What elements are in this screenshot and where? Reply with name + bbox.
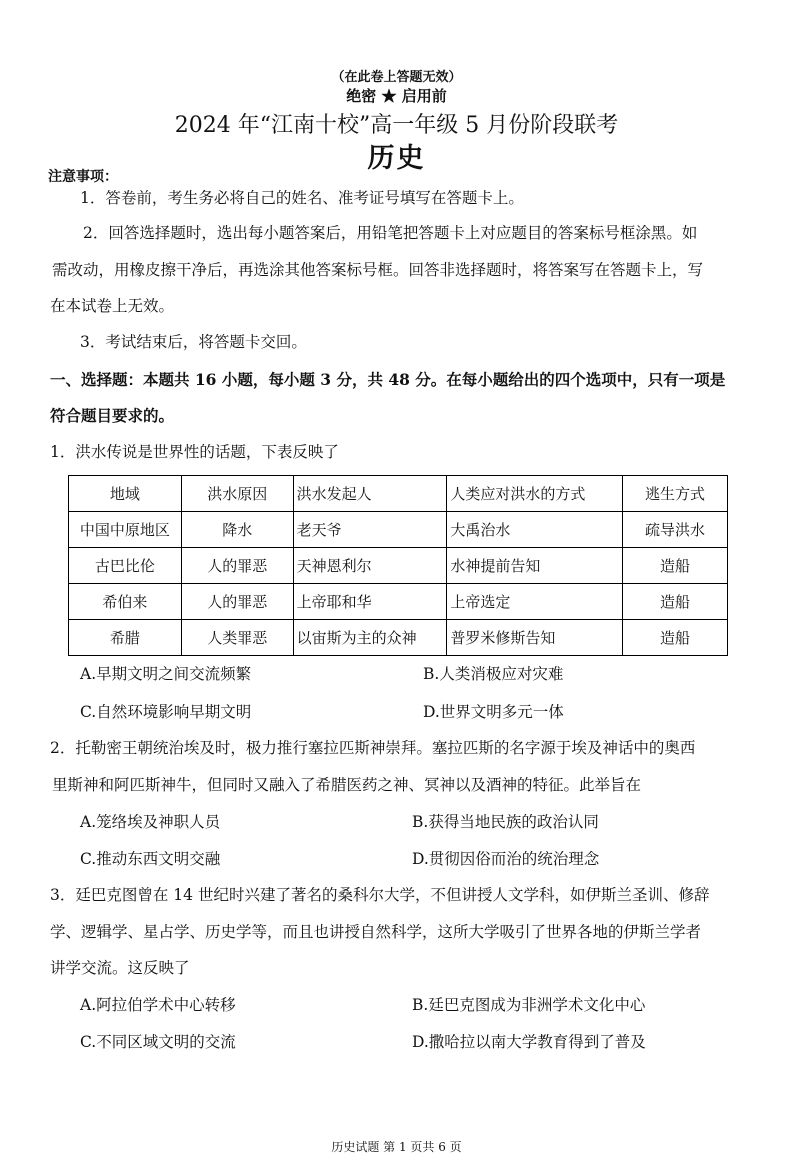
q3-stem-line-3: 讲学交流。这反映了 [50,959,190,977]
table-cell: 人类罪恶 [181,620,293,656]
q2-stem-line-2: 里斯神和阿匹斯神牛，但同时又融入了希腊医药之神、冥神以及酒神的特征。此举旨在 [52,776,642,794]
q3-stem-line-2: 学、逻辑学、星占学、历史学等，而且也讲授自然科学，这所大学吸引了世界各地的伊斯兰学者 [50,923,702,941]
table-header-row [69,476,728,512]
exam-title: 2024 年“江南十校”高一年级 5 月份阶段联考 [174,113,619,138]
secret-label: 绝密 ★ 启用前 [346,87,447,105]
q1-stem: 1．洪水传说是世界性的话题，下表反映了 [50,443,339,461]
q2-stem-line-1: 2．托勒密王朝统治埃及时，极力推行塞拉匹斯神崇拜。塞拉匹斯的名字源于埃及神话中的奥西 [50,739,696,757]
table-cell: 上帝选定 [447,584,623,620]
notice-item-2-line-2: 需改动，用橡皮擦干净后，再选涂其他答案标号框。回答非选择题时，将答案写在答题卡上，写 [52,261,704,279]
table-cell: 老天爷 [293,512,447,548]
table-cell: 普罗米修斯告知 [447,620,623,656]
section-1-heading-line-1: 一、选择题：本题共 16 小题，每小题 3 分，共 48 分。在每小题给出的四个选项中，只有一项是 [50,370,726,389]
table-row [69,620,728,656]
page-footer: 历史试题 第 1 页共 6 页 [331,1140,462,1154]
header-cell: 人类应对洪水的方式 [447,476,623,512]
table-row [69,584,728,620]
q2-option-a: A.笼络埃及神职人员 [80,813,221,831]
q3-option-a: A.阿拉伯学术中心转移 [80,996,236,1014]
q2-option-b: B.获得当地民族的政治认同 [412,813,599,831]
q3-option-c: C.不同区域文明的交流 [80,1033,236,1051]
q2-option-d: D.贯彻因俗而治的统治理念 [412,850,600,868]
q1-option-c: C.自然环境影响早期文明 [80,703,252,721]
notice-item-2-line-3: 在本试卷上无效。 [50,297,175,315]
q1-option-b: B.人类消极应对灾难 [423,665,564,683]
table-row [69,512,728,548]
section-1-heading-line-2: 符合题目要求的。 [50,406,175,425]
table-cell: 人的罪恶 [181,548,293,584]
q1-option-d: D.世界文明多元一体 [423,703,564,721]
table-cell: 水神提前告知 [447,548,623,584]
table-cell: 上帝耶和华 [293,584,447,620]
q3-option-b: B.廷巴克图成为非洲学术文化中心 [412,996,646,1014]
table-cell: 以宙斯为主的众神 [293,620,447,656]
table-cell: 降水 [181,512,293,548]
q2-option-c: C.推动东西文明交融 [80,850,221,868]
table-cell: 人的罪恶 [181,584,293,620]
notice-item-1: 1．答卷前，考生务必将自己的姓名、准考证号填写在答题卡上。 [80,189,524,207]
header-cell: 逃生方式 [623,476,728,512]
table-cell: 中国中原地区 [69,512,182,548]
table-cell: 造船 [623,620,728,656]
table-cell: 天神恩利尔 [293,548,447,584]
table-cell: 疏导洪水 [623,512,728,548]
notice-heading: 注意事项： [48,169,118,185]
table-cell: 造船 [623,584,728,620]
notice-item-2-line-1: 2．回答选择题时，选出每小题答案后，用铅笔把答题卡上对应题目的答案标号框涂黑。如 [83,224,698,242]
table-cell: 造船 [623,548,728,584]
table-cell: 古巴比伦 [69,548,182,584]
q1-option-a: A.早期文明之间交流频繁 [80,665,252,683]
table-cell: 大禹治水 [447,512,623,548]
table-cell: 希腊 [69,620,182,656]
table-cell: 希伯来 [69,584,182,620]
header-cell: 洪水发起人 [293,476,447,512]
q3-stem-line-1: 3．廷巴克图曾在 14 世纪时兴建了著名的桑科尔大学，不但讲授人文学科，如伊斯兰圣训、修辞 [50,886,710,904]
header-cell: 洪水原因 [181,476,293,512]
notice-item-3: 3．考试结束后，将答题卡交回。 [80,333,307,351]
header-cell: 地域 [69,476,182,512]
table-row [69,548,728,584]
flood-legend-table [68,475,728,656]
q3-option-d: D.撒哈拉以南大学教育得到了普及 [412,1033,646,1051]
subject-title: 历史 [367,143,426,174]
no-answer-note: （在此卷上答题无效） [331,70,462,85]
